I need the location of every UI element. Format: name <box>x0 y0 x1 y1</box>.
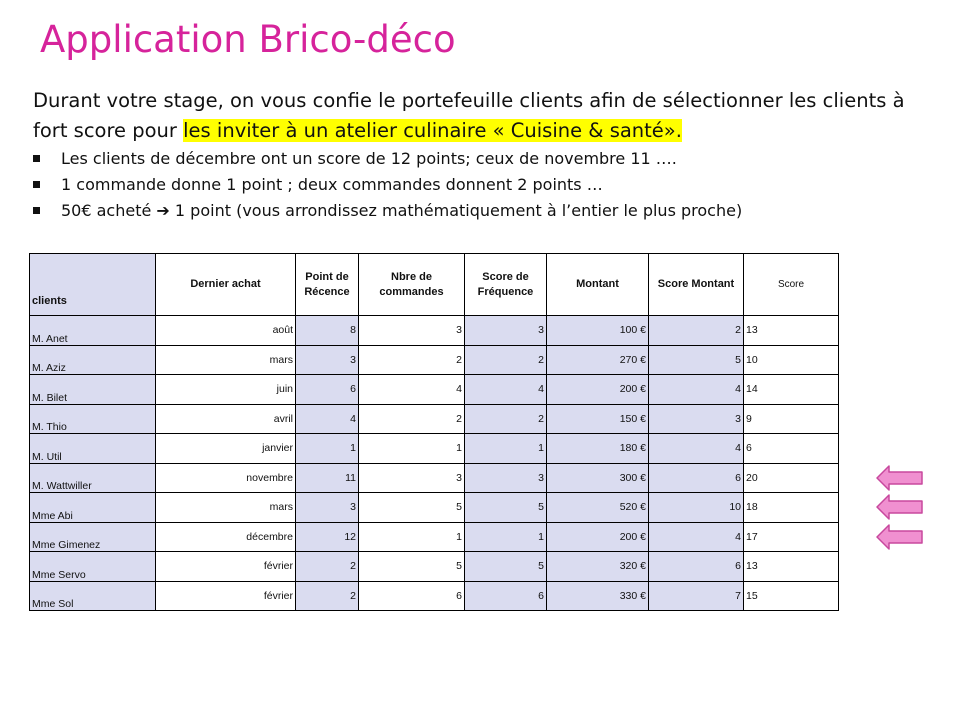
cell-score-montant: 3 <box>649 404 744 434</box>
cell-score-montant: 6 <box>649 552 744 582</box>
cell-score: 20 <box>744 463 839 493</box>
cell-client: M. Wattwiller <box>30 463 156 493</box>
cell-dernier-achat: novembre <box>156 463 296 493</box>
bullet-text: 1 commande donne 1 point ; deux commandes donnent 2 points … <box>61 175 603 194</box>
cell-score-montant: 7 <box>649 581 744 611</box>
list-item <box>33 172 933 198</box>
header-point-recence: Point de Récence <box>296 254 359 316</box>
cell-montant: 100 € <box>547 316 649 346</box>
cell-montant: 150 € <box>547 404 649 434</box>
list-item <box>33 198 933 224</box>
intro-paragraph <box>33 86 933 146</box>
square-bullet-icon <box>33 207 40 214</box>
cell-score-frequence: 1 <box>465 522 547 552</box>
cell-score-frequence: 3 <box>465 463 547 493</box>
page-title: Application Brico-déco <box>40 18 456 61</box>
cell-score: 13 <box>744 316 839 346</box>
cell-score-montant: 2 <box>649 316 744 346</box>
cell-dernier-achat: décembre <box>156 522 296 552</box>
cell-nbre-commandes: 5 <box>359 493 465 523</box>
left-arrow-icon <box>876 465 924 491</box>
cell-score-montant: 6 <box>649 463 744 493</box>
cell-dernier-achat: février <box>156 552 296 582</box>
intro-text: Durant votre stage, on vous confie le portefeuille clients afin de sélectionner les clients à fort score pour <box>33 89 905 142</box>
header-dernier-achat: Dernier achat <box>156 254 296 316</box>
header-score: Score <box>744 254 839 316</box>
table-row <box>30 463 839 493</box>
cell-score-montant: 4 <box>649 375 744 405</box>
right-arrow-icon: ➔ <box>156 201 170 220</box>
cell-montant: 200 € <box>547 522 649 552</box>
cell-score-montant: 4 <box>649 434 744 464</box>
cell-client: M. Thio <box>30 404 156 434</box>
cell-client: M. Aziz <box>30 345 156 375</box>
header-montant: Montant <box>547 254 649 316</box>
cell-score: 10 <box>744 345 839 375</box>
rules-list <box>33 146 933 224</box>
bullet-text: Les clients de décembre ont un score de 12 points; ceux de novembre 11 …. <box>61 149 677 168</box>
cell-montant: 320 € <box>547 552 649 582</box>
table-body <box>30 316 839 611</box>
cell-nbre-commandes: 5 <box>359 552 465 582</box>
cell-score-frequence: 6 <box>465 581 547 611</box>
cell-nbre-commandes: 1 <box>359 434 465 464</box>
cell-point-recence: 3 <box>296 345 359 375</box>
cell-score-montant: 4 <box>649 522 744 552</box>
cell-score: 15 <box>744 581 839 611</box>
cell-dernier-achat: août <box>156 316 296 346</box>
cell-point-recence: 8 <box>296 316 359 346</box>
cell-montant: 330 € <box>547 581 649 611</box>
header-nbre-commandes: Nbre de commandes <box>359 254 465 316</box>
cell-score: 17 <box>744 522 839 552</box>
bullet-text-end: 1 point (vous arrondissez mathématiquement à l’entier le plus proche) <box>169 201 743 220</box>
table-row <box>30 522 839 552</box>
bullet-text-start: 50€ acheté <box>61 201 157 220</box>
cell-score: 9 <box>744 404 839 434</box>
cell-point-recence: 6 <box>296 375 359 405</box>
cell-point-recence: 2 <box>296 552 359 582</box>
cell-score: 14 <box>744 375 839 405</box>
cell-client: Mme Abi <box>30 493 156 523</box>
cell-point-recence: 4 <box>296 404 359 434</box>
cell-score-frequence: 5 <box>465 493 547 523</box>
cell-score: 13 <box>744 552 839 582</box>
cell-score-frequence: 4 <box>465 375 547 405</box>
cell-client: Mme Sol <box>30 581 156 611</box>
cell-dernier-achat: janvier <box>156 434 296 464</box>
cell-score: 18 <box>744 493 839 523</box>
header-score-montant: Score Montant <box>649 254 744 316</box>
cell-dernier-achat: juin <box>156 375 296 405</box>
cell-score: 6 <box>744 434 839 464</box>
table-row <box>30 493 839 523</box>
left-arrow-icon <box>876 494 924 520</box>
list-item <box>33 146 933 172</box>
cell-score-frequence: 5 <box>465 552 547 582</box>
table-row <box>30 316 839 346</box>
cell-nbre-commandes: 6 <box>359 581 465 611</box>
cell-dernier-achat: mars <box>156 345 296 375</box>
cell-client: Mme Gimenez <box>30 522 156 552</box>
cell-client: M. Bilet <box>30 375 156 405</box>
table-row <box>30 375 839 405</box>
cell-montant: 520 € <box>547 493 649 523</box>
table-header-row <box>30 254 839 316</box>
highlighted-text: les inviter à un atelier culinaire « Cuisine & santé». <box>183 119 682 142</box>
cell-point-recence: 2 <box>296 581 359 611</box>
cell-montant: 300 € <box>547 463 649 493</box>
cell-score-frequence: 2 <box>465 404 547 434</box>
cell-point-recence: 3 <box>296 493 359 523</box>
cell-dernier-achat: mars <box>156 493 296 523</box>
clients-table <box>29 253 839 611</box>
cell-score-montant: 5 <box>649 345 744 375</box>
cell-montant: 270 € <box>547 345 649 375</box>
header-score-frequence: Score de Fréquence <box>465 254 547 316</box>
cell-montant: 180 € <box>547 434 649 464</box>
square-bullet-icon <box>33 155 40 162</box>
cell-nbre-commandes: 3 <box>359 463 465 493</box>
cell-score-montant: 10 <box>649 493 744 523</box>
cell-dernier-achat: avril <box>156 404 296 434</box>
cell-nbre-commandes: 4 <box>359 375 465 405</box>
cell-score-frequence: 1 <box>465 434 547 464</box>
cell-nbre-commandes: 2 <box>359 404 465 434</box>
cell-point-recence: 12 <box>296 522 359 552</box>
cell-nbre-commandes: 3 <box>359 316 465 346</box>
cell-client: M. Util <box>30 434 156 464</box>
left-arrow-icon <box>876 524 924 550</box>
table-row <box>30 404 839 434</box>
table-row <box>30 345 839 375</box>
cell-point-recence: 1 <box>296 434 359 464</box>
table-row <box>30 552 839 582</box>
cell-montant: 200 € <box>547 375 649 405</box>
cell-score-frequence: 2 <box>465 345 547 375</box>
cell-point-recence: 11 <box>296 463 359 493</box>
header-clients: clients <box>30 254 156 316</box>
square-bullet-icon <box>33 181 40 188</box>
cell-client: M. Anet <box>30 316 156 346</box>
cell-score-frequence: 3 <box>465 316 547 346</box>
table-row <box>30 434 839 464</box>
cell-nbre-commandes: 2 <box>359 345 465 375</box>
cell-nbre-commandes: 1 <box>359 522 465 552</box>
table-row <box>30 581 839 611</box>
cell-dernier-achat: février <box>156 581 296 611</box>
cell-client: Mme Servo <box>30 552 156 582</box>
